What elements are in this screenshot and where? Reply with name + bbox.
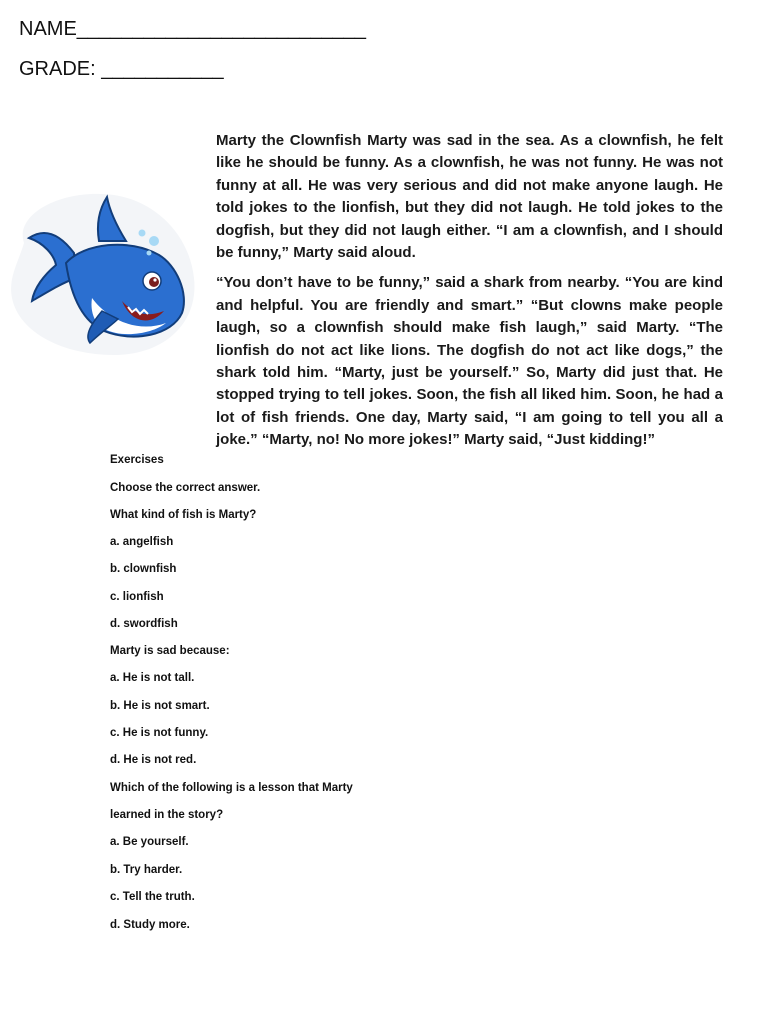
question-3-line-1: Which of the following is a lesson that Marty xyxy=(110,782,353,794)
exercises-instruction: Choose the correct answer. xyxy=(110,482,261,494)
q2-option-d[interactable]: d. He is not red. xyxy=(110,754,197,766)
q3-option-b[interactable]: b. Try harder. xyxy=(110,864,183,876)
q2-option-c[interactable]: c. He is not funny. xyxy=(110,727,209,739)
q3-option-c[interactable]: c. Tell the truth. xyxy=(110,891,195,903)
exercises-heading: Exercises xyxy=(110,454,164,466)
q1-option-c[interactable]: c. lionfish xyxy=(110,591,164,603)
q3-option-d[interactable]: d. Study more. xyxy=(110,919,190,931)
question-3-line-2: learned in the story? xyxy=(110,809,224,821)
question-1: What kind of fish is Marty? xyxy=(110,509,257,521)
q2-option-a[interactable]: a. He is not tall. xyxy=(110,672,195,684)
q2-option-b[interactable]: b. He is not smart. xyxy=(110,700,210,712)
story-paragraph-2: “You don’t have to be funny,” said a shark from nearby. “You are kind and helpful. You are friendly and smart.” “But clowns make people laugh, so a clownfish should make fish laugh,” said Marty. “The lionfish do not act like lions. The dogfish do not act like dogs,” the shark told him. “Marty, just be yourself.” So, Marty did just that. He stopped trying to tell jokes. Soon, the fish all liked him. Soon, he had a lot of fish friends. One day, Marty said, “I am going to tell you all a joke.” “Marty, no! No more jokes!” Marty said, “Just kidding!” xyxy=(216,274,723,449)
q1-option-b[interactable]: b. clownfish xyxy=(110,563,177,575)
grade-field-line[interactable]: GRADE: ___________ xyxy=(19,58,224,80)
question-2: Marty is sad because: xyxy=(110,645,230,657)
story-paragraph-1: Marty the Clownfish Marty was sad in the sea. As a clownfish, he felt like he should be funny. As a clownfish, he was not funny. He was not funny at all. He was very serious and did not make anyone laugh. He told jokes to the lionfish, but they did not laugh. He told jokes to the dogfish, but they did not laugh either. “I am a clownfish, and I should be funny,” Marty said aloud. xyxy=(216,132,723,262)
name-field-line[interactable]: NAME__________________________ xyxy=(19,18,366,40)
q1-option-d[interactable]: d. swordfish xyxy=(110,618,178,630)
q1-option-a[interactable]: a. angelfish xyxy=(110,536,174,548)
story-text xyxy=(216,130,723,460)
cartoon-shark-icon xyxy=(4,183,204,361)
shark-illustration xyxy=(4,183,204,361)
q3-option-a[interactable]: a. Be yourself. xyxy=(110,836,189,848)
